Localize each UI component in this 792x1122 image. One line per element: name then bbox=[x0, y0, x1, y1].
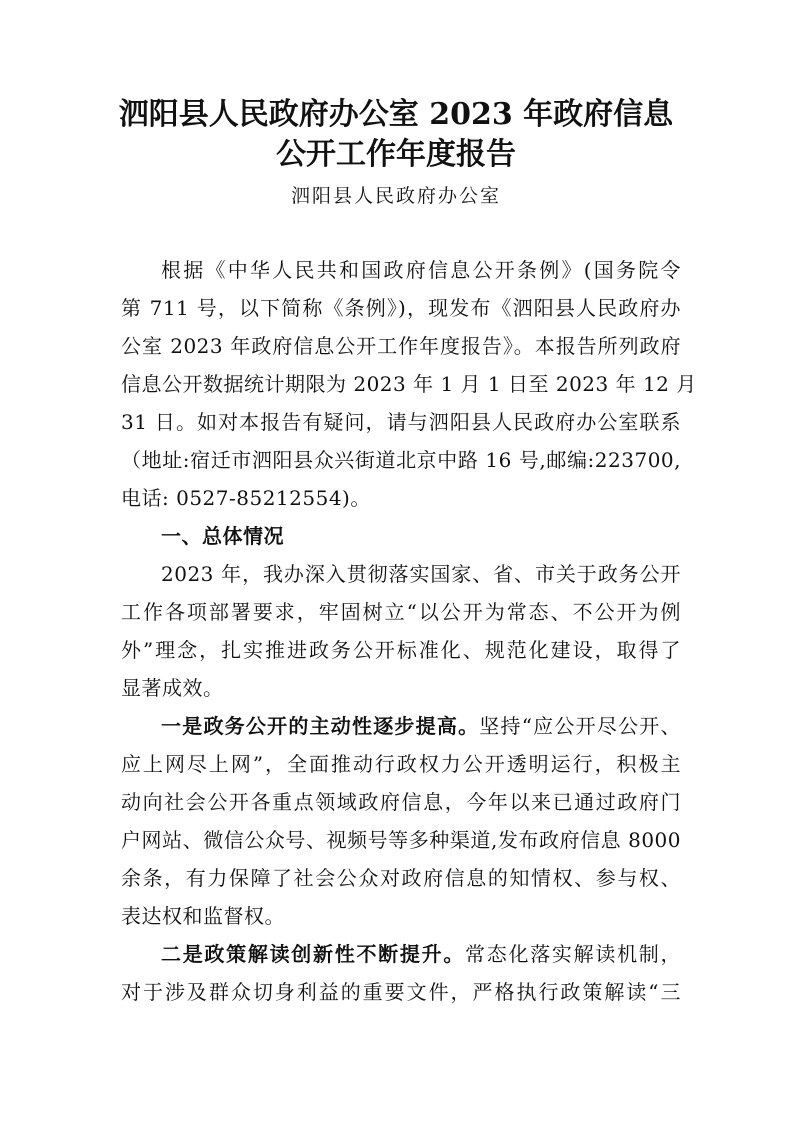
paragraph-line: 户网站、微信公众号、视频号等多种渠道,发布政府信息 8000 bbox=[121, 828, 681, 852]
section-heading: 一、总体情况 bbox=[161, 524, 284, 548]
paragraph-line: 外”理念，扎实推进政务公开标准化、规范化建设，取得了 bbox=[121, 638, 681, 662]
paragraph-line bbox=[161, 940, 681, 968]
intro-line: 31 日。如对本报告有疑问，请与泗阳县人民政府办公室联系 bbox=[121, 410, 681, 434]
document-title-line-1: 泗阳县人民政府办公室 2023 年政府信息 bbox=[118, 97, 674, 132]
paragraph-line bbox=[161, 712, 681, 740]
paragraph-line: 应上网尽上网”，全面推动行政权力公开透明运行，积极主 bbox=[121, 752, 681, 776]
paragraph-line: 2023 年，我办深入贯彻落实国家、省、市关于政务公开 bbox=[161, 562, 681, 586]
paragraph-line: 对于涉及群众切身利益的重要文件，严格执行政策解读“三 bbox=[121, 980, 681, 1004]
paragraph-line: 显著成效。 bbox=[121, 676, 224, 700]
intro-line: 公室 2023 年政府信息公开工作年度报告》。本报告所列政府 bbox=[121, 334, 681, 358]
issuer-name: 泗阳县人民政府办公室 bbox=[290, 185, 501, 207]
paragraph-line: 余条，有力保障了社会公众对政府信息的知情权、参与权、 bbox=[121, 866, 681, 890]
paragraph-text: 常态化落实解读机制， bbox=[465, 942, 682, 966]
intro-line: 根据《中华人民共和国政府信息公开条例》(国务院令 bbox=[161, 258, 681, 282]
intro-line: （地址:宿迁市泗阳县众兴街道北京中路 16 号,邮编:223700, bbox=[121, 448, 681, 472]
paragraph-line: 工作各项部署要求，牢固树立“以公开为常态、不公开为例 bbox=[121, 600, 681, 624]
document-title-line-2: 公开工作年度报告 bbox=[276, 137, 516, 172]
paragraph-text: 坚持“应公开尽公开、 bbox=[479, 714, 681, 738]
paragraph-lead: 一是政务公开的主动性逐步提高。 bbox=[161, 714, 480, 738]
intro-line: 第 711 号，以下简称《条例》)，现发布《泗阳县人民政府办 bbox=[121, 296, 681, 320]
intro-line: 信息公开数据统计期限为 2023 年 1 月 1 日至 2023 年 12 月 bbox=[121, 372, 697, 396]
paragraph-line: 动向社会公开各重点领域政府信息，今年以来已通过政府门 bbox=[121, 790, 681, 814]
paragraph-line: 表达权和监督权。 bbox=[121, 904, 285, 928]
intro-line: 电话: 0527-85212554)。 bbox=[121, 486, 371, 510]
paragraph-lead: 二是政策解读创新性不断提升。 bbox=[161, 942, 466, 966]
